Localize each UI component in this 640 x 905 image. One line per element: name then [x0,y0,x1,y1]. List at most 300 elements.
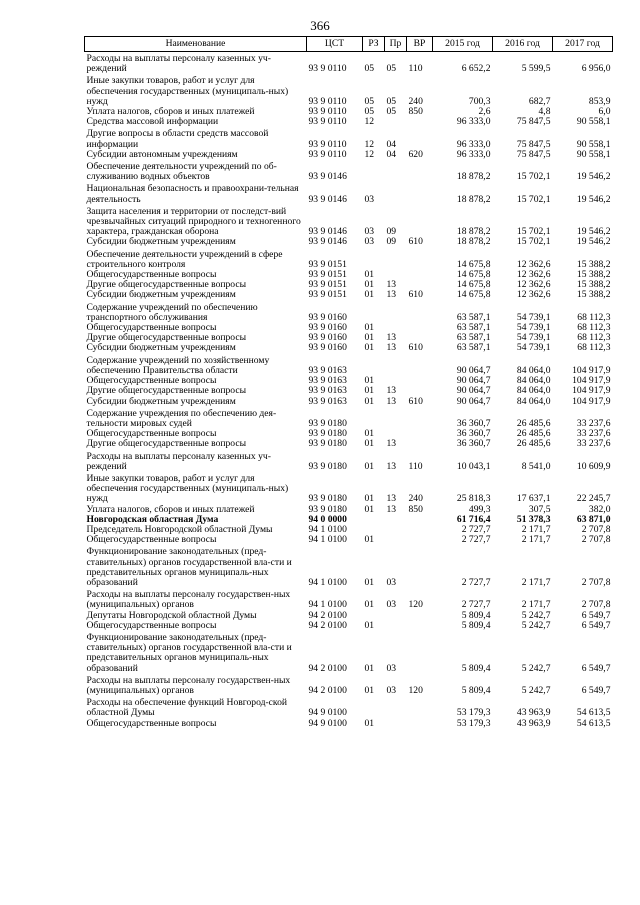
row-pr: 13 [386,289,397,301]
row-2017: 6 549,7 [581,609,611,621]
row-pr [385,117,407,127]
row-vr: 850 [408,106,423,118]
row-2016: 17 637,1 [516,493,551,505]
row-rz: 01 [364,599,375,611]
row-rz: 03 [364,226,375,238]
row-rz: 12 [364,138,375,150]
row-pr [385,611,407,621]
row-cst: 93 9 0146 [308,193,347,205]
row-pr: 13 [386,395,397,407]
row-2015: 90 064,7 [456,385,491,397]
row-2017: 6,0 [598,106,611,118]
row-2016: 2 171,7 [521,576,551,588]
row-vr [407,248,433,270]
row-2015: 96 333,0 [456,148,491,160]
row-2015: 96 333,0 [456,138,491,150]
row-pr [385,719,407,729]
row-name: Другие общегосударственные вопросы [86,279,247,291]
table-row [85,439,613,449]
row-2015: 14 675,8 [456,289,491,301]
table-row [85,354,613,376]
row-2015: 90 064,7 [456,364,491,376]
row-2015: 14 675,8 [456,279,491,291]
row-vr [407,611,433,621]
row-name: Иные закупки товаров, работ и услуг для обеспечения государственных (муниципаль-ных) нужд [86,75,289,107]
row-rz: 01 [364,717,375,729]
row-rz: 03 [364,236,375,248]
row-rz: 01 [364,460,375,472]
row-cst: 93 9 0180 [308,428,347,440]
row-rz: 01 [364,289,375,301]
row-rz: 01 [364,332,375,344]
row-cst: 93 9 0110 [308,63,347,75]
row-rz: 05 [364,95,375,107]
header-cst: ЦСТ [307,37,363,52]
row-2016: 26 485,6 [516,438,551,450]
row-rz: 01 [364,322,375,334]
table-row [85,182,613,204]
row-cst: 93 9 0110 [308,106,347,118]
row-2015: 36 360,7 [456,417,491,429]
row-vr: 240 [408,95,423,107]
row-2016: 2 171,7 [521,599,551,611]
row-2016: 5 242,7 [521,619,551,631]
row-name: Уплата налогов, сборов и иных платежей [86,106,255,118]
row-pr: 13 [386,460,397,472]
row-2017: 104 917,9 [572,364,611,376]
row-vr [407,386,433,396]
row-cst: 93 9 0160 [308,342,347,354]
row-pr [385,535,407,545]
row-2016: 5 242,7 [521,662,551,674]
row-name: Содержание учреждения по обеспечению дея-тельности мировых судей [86,407,277,429]
row-2017: 6 549,7 [581,619,611,631]
row-cst: 93 9 0151 [308,289,347,301]
row-2015: 36 360,7 [456,438,491,450]
row-2015: 63 587,1 [456,322,491,334]
row-2017: 19 546,2 [576,193,611,205]
row-2015: 2 727,7 [461,523,491,535]
row-name: Обеспечение деятельности учреждений по об-служиванию водных объектов [86,161,277,183]
row-2016: 12 362,6 [516,289,551,301]
row-pr [385,182,407,204]
row-pr [385,525,407,535]
row-2015: 63 587,1 [456,342,491,354]
row-2016: 15 702,1 [516,226,551,238]
row-pr [385,160,407,182]
row-cst: 94 2 0100 [308,684,347,696]
row-2017: 90 558,1 [576,116,611,128]
row-cst: 94 1 0100 [308,534,347,546]
row-2017: 15 388,2 [576,279,611,291]
row-2016: 43 963,9 [516,707,551,719]
table-row [85,674,613,696]
header-rz: РЗ [363,37,385,52]
row-cst: 94 9 0100 [308,707,347,719]
row-2016: 84 064,0 [516,375,551,387]
table-row [85,621,613,631]
table-row [85,205,613,238]
row-2016: 15 702,1 [516,193,551,205]
row-rz [363,160,385,182]
row-name: Субсидии бюджетным учреждениям [86,236,236,248]
row-rz: 01 [364,428,375,440]
row-name: Иные закупки товаров, работ и услуг для обеспечения государственных (муниципаль-ных) нужд [86,472,289,505]
header-vr: ВР [407,37,433,52]
row-2017: 54 613,5 [576,717,611,729]
row-2016: 54 739,1 [516,311,551,323]
row-2017: 68 112,3 [577,322,611,334]
row-2017: 19 546,2 [576,236,611,248]
row-2016: 54 739,1 [516,332,551,344]
table-row [85,237,613,247]
row-2017: 90 558,1 [576,138,611,150]
row-rz: 01 [364,493,375,505]
row-pr: 05 [386,106,397,118]
row-2017: 6 549,7 [581,684,611,696]
header-pr: Пр [385,37,407,52]
row-pr: 03 [386,662,397,674]
row-pr: 13 [386,342,397,354]
row-2015: 53 179,3 [456,717,491,729]
row-pr: 03 [386,576,397,588]
row-vr: 610 [408,342,423,354]
row-vr [407,354,433,376]
row-vr: 120 [408,684,423,696]
row-2017: 68 112,3 [577,342,611,354]
row-2015: 2 727,7 [461,576,491,588]
table-body [85,52,613,729]
row-2017: 2 707,8 [581,534,611,546]
row-2017: 63 871,0 [576,513,611,525]
row-name: Депутаты Новгородской областной Думы [86,609,257,621]
row-2016: 682,7 [528,95,551,107]
row-rz [363,301,385,323]
row-rz: 01 [364,279,375,291]
row-name: Общегосударственные вопросы [86,322,217,334]
row-2016: 84 064,0 [516,385,551,397]
row-2017: 2 707,8 [581,576,611,588]
row-name: Расходы на выплаты персоналу казенных уч-реждений [86,53,271,75]
row-2016: 12 362,6 [516,258,551,270]
row-pr: 04 [386,148,397,160]
row-2017: 15 388,2 [576,258,611,270]
row-2015: 96 333,0 [456,116,491,128]
row-vr: 620 [408,148,423,160]
row-name: Содержание учреждений по обеспечению транспортного обслуживания [86,301,258,323]
table-row [85,407,613,429]
row-2015: 14 675,8 [456,258,491,270]
row-pr: 05 [386,63,397,75]
row-cst: 94 2 0100 [308,619,347,631]
row-pr: 09 [386,226,397,238]
row-vr [407,127,433,149]
table-row [85,535,613,545]
row-2016: 75 847,5 [516,116,551,128]
row-cst: 93 9 0180 [308,503,347,515]
row-name: Другие общегосударственные вопросы [86,385,247,397]
row-pr [385,621,407,631]
row-2015: 5 809,4 [461,609,491,621]
row-name: Общегосударственные вопросы [86,717,217,729]
table-row [85,301,613,323]
row-cst: 93 9 0110 [308,138,347,150]
row-cst: 93 9 0180 [308,493,347,505]
row-name: Новгородская областная Дума [86,513,219,525]
row-rz: 05 [364,63,375,75]
row-name: Общегосударственные вопросы [86,534,217,546]
row-cst: 94 1 0100 [308,523,347,535]
row-2015: 700,3 [468,95,491,107]
row-vr [407,621,433,631]
row-pr: 13 [386,438,397,450]
row-vr: 120 [408,599,423,611]
row-2017: 382,0 [588,503,611,515]
row-2015: 18 878,2 [456,236,491,248]
row-2017: 15 388,2 [576,269,611,281]
table-row [85,150,613,160]
row-2017: 2 707,8 [581,599,611,611]
row-rz: 12 [364,148,375,160]
table-row [85,127,613,149]
row-name: Функционирование законодательных (пред-ставительных) органов государственной вла-сти и представительных органов муниципаль-ных образований [86,546,292,588]
row-pr [385,354,407,376]
row-name: Уплата налогов, сборов и иных платежей [86,503,255,515]
header-name: Наименование [85,37,307,52]
table-row [85,545,613,588]
row-vr [407,545,433,588]
row-2016: 54 739,1 [516,322,551,334]
row-cst: 93 9 0151 [308,279,347,291]
row-vr: 610 [408,289,423,301]
row-name: Национальная безопасность и правоохрани-тельная деятельность [86,183,299,205]
row-2016: 26 485,6 [516,417,551,429]
row-rz: 05 [364,106,375,118]
row-2016: 15 702,1 [516,236,551,248]
row-2017: 19 546,2 [576,171,611,183]
row-2017: 853,9 [588,95,611,107]
row-cst: 93 9 0110 [308,148,347,160]
row-2015: 18 878,2 [456,171,491,183]
row-2016: 5 599,5 [521,63,551,75]
row-cst: 93 9 0160 [308,332,347,344]
table-row [85,397,613,407]
row-2016: 12 362,6 [516,269,551,281]
row-cst: 93 9 0163 [308,395,347,407]
row-name: Общегосударственные вопросы [86,269,217,281]
row-2015: 36 360,7 [456,428,491,440]
row-rz: 12 [364,116,375,128]
row-vr [407,429,433,439]
row-2017: 90 558,1 [576,148,611,160]
row-pr [385,696,407,718]
row-pr: 13 [386,385,397,397]
row-vr [407,182,433,204]
table-row [85,386,613,396]
row-name: Расходы на выплаты персоналу государствен-ных (муниципальных) органов [86,674,291,696]
row-2017: 33 237,6 [576,438,611,450]
row-name: Расходы на выплаты персоналу казенных уч-реждений [86,450,271,472]
row-rz: 01 [364,662,375,674]
row-vr [407,323,433,333]
row-vr [407,376,433,386]
row-2016: 26 485,6 [516,428,551,440]
row-cst: 94 0 0000 [308,513,347,525]
row-name: Субсидии автономным учреждениям [86,148,238,160]
row-2015: 5 809,4 [461,684,491,696]
row-2015: 25 818,3 [456,493,491,505]
row-rz: 01 [364,684,375,696]
row-2015: 10 043,1 [456,460,491,472]
table-row [85,74,613,107]
header-row [85,37,613,52]
row-vr [407,160,433,182]
row-2017: 104 917,9 [572,385,611,397]
row-name: Средства массовой информации [86,116,219,128]
row-cst: 94 2 0100 [308,609,347,621]
row-2017: 54 613,5 [576,707,611,719]
row-2017: 2 707,8 [581,523,611,535]
row-cst: 93 9 0163 [308,364,347,376]
table-row [85,588,613,610]
table-row [85,117,613,127]
header-2017: 2017 год [553,37,613,52]
row-name: Субсидии бюджетным учреждениям [86,395,236,407]
row-2015: 18 878,2 [456,226,491,238]
row-vr [407,696,433,718]
row-vr [407,515,433,525]
row-2015: 90 064,7 [456,375,491,387]
row-2016: 54 739,1 [516,342,551,354]
row-name: Другие вопросы в области средств массовой информации [86,128,269,150]
row-2015: 5 809,4 [461,662,491,674]
row-vr [407,205,433,238]
row-rz: 03 [364,193,375,205]
row-cst: 94 9 0100 [308,717,347,729]
row-cst: 93 9 0160 [308,311,347,323]
row-name: Защита населения и территории от последст-вий чрезвычайных ситуаций природного и техногенного характера, гражданская оборона [86,205,301,238]
row-cst: 94 2 0100 [308,662,347,674]
row-pr: 13 [386,503,397,515]
row-pr [385,301,407,323]
row-2017: 6 956,0 [581,63,611,75]
row-rz: 01 [364,576,375,588]
row-cst: 93 9 0146 [308,171,347,183]
table-row [85,631,613,674]
row-vr [407,117,433,127]
row-vr: 110 [408,63,423,75]
row-rz [363,407,385,429]
row-name: Функционирование законодательных (пред-ставительных) органов государственной вла-сти и представительных органов муниципаль-ных образований [86,631,292,674]
row-2016: 84 064,0 [516,395,551,407]
row-rz: 01 [364,269,375,281]
row-2016: 43 963,9 [516,717,551,729]
row-vr [407,525,433,535]
row-2016: 84 064,0 [516,364,551,376]
row-cst: 93 9 0163 [308,375,347,387]
header-2016: 2016 год [493,37,553,52]
row-rz: 01 [364,503,375,515]
row-2016: 12 362,6 [516,279,551,291]
row-pr: 09 [386,236,397,248]
row-pr: 13 [386,493,397,505]
row-2015: 2 727,7 [461,599,491,611]
row-name: Общегосударственные вопросы [86,375,217,387]
row-name: Другие общегосударственные вопросы [86,332,247,344]
row-cst: 93 9 0110 [308,95,347,107]
row-2016: 8 541,0 [521,460,551,472]
table-row [85,248,613,270]
page-number: 366 [310,18,330,33]
row-cst: 93 9 0146 [308,226,347,238]
row-vr [407,270,433,280]
row-cst: 93 9 0151 [308,269,347,281]
row-2015: 5 809,4 [461,619,491,631]
table-row [85,472,613,505]
row-name: Общегосударственные вопросы [86,619,217,631]
row-rz [363,248,385,270]
row-name: Обеспечение деятельности учреждений в сфере строительного контроля [86,248,283,270]
row-vr: 240 [408,493,423,505]
row-pr: 03 [386,684,397,696]
row-2015: 6 652,2 [461,63,491,75]
row-2017: 33 237,6 [576,428,611,440]
row-2017: 19 546,2 [576,226,611,238]
row-cst: 93 9 0180 [308,438,347,450]
row-2017: 22 245,7 [576,493,611,505]
row-rz [363,515,385,525]
budget-table [84,36,613,729]
row-2017: 10 609,9 [576,460,611,472]
row-2017: 15 388,2 [576,289,611,301]
row-vr [407,439,433,449]
row-cst: 93 9 0160 [308,322,347,334]
row-2016: 15 702,1 [516,171,551,183]
row-2015: 63 587,1 [456,332,491,344]
table-row [85,52,613,75]
row-2015: 2 727,7 [461,534,491,546]
row-vr [407,407,433,429]
row-pr: 05 [386,95,397,107]
row-cst: 94 1 0100 [308,576,347,588]
row-name: Другие общегосударственные вопросы [86,438,247,450]
row-2015: 14 675,8 [456,269,491,281]
row-rz: 01 [364,534,375,546]
row-pr [385,515,407,525]
row-2016: 51 378,3 [516,513,551,525]
row-2017: 6 549,7 [581,662,611,674]
table-row [85,696,613,718]
table-row [85,450,613,472]
row-2017: 104 917,9 [572,375,611,387]
row-pr: 13 [386,279,397,291]
row-vr [407,301,433,323]
row-cst: 93 9 0146 [308,236,347,248]
row-2016: 2 171,7 [521,534,551,546]
row-vr: 850 [408,503,423,515]
row-pr [385,407,407,429]
table-row [85,719,613,729]
row-2016: 75 847,5 [516,148,551,160]
row-pr: 04 [386,138,397,150]
row-vr: 110 [408,460,423,472]
row-2016: 5 242,7 [521,609,551,621]
row-pr: 13 [386,332,397,344]
row-rz: 01 [364,342,375,354]
row-pr [385,248,407,270]
row-cst: 93 9 0110 [308,116,347,128]
row-cst: 93 9 0180 [308,460,347,472]
